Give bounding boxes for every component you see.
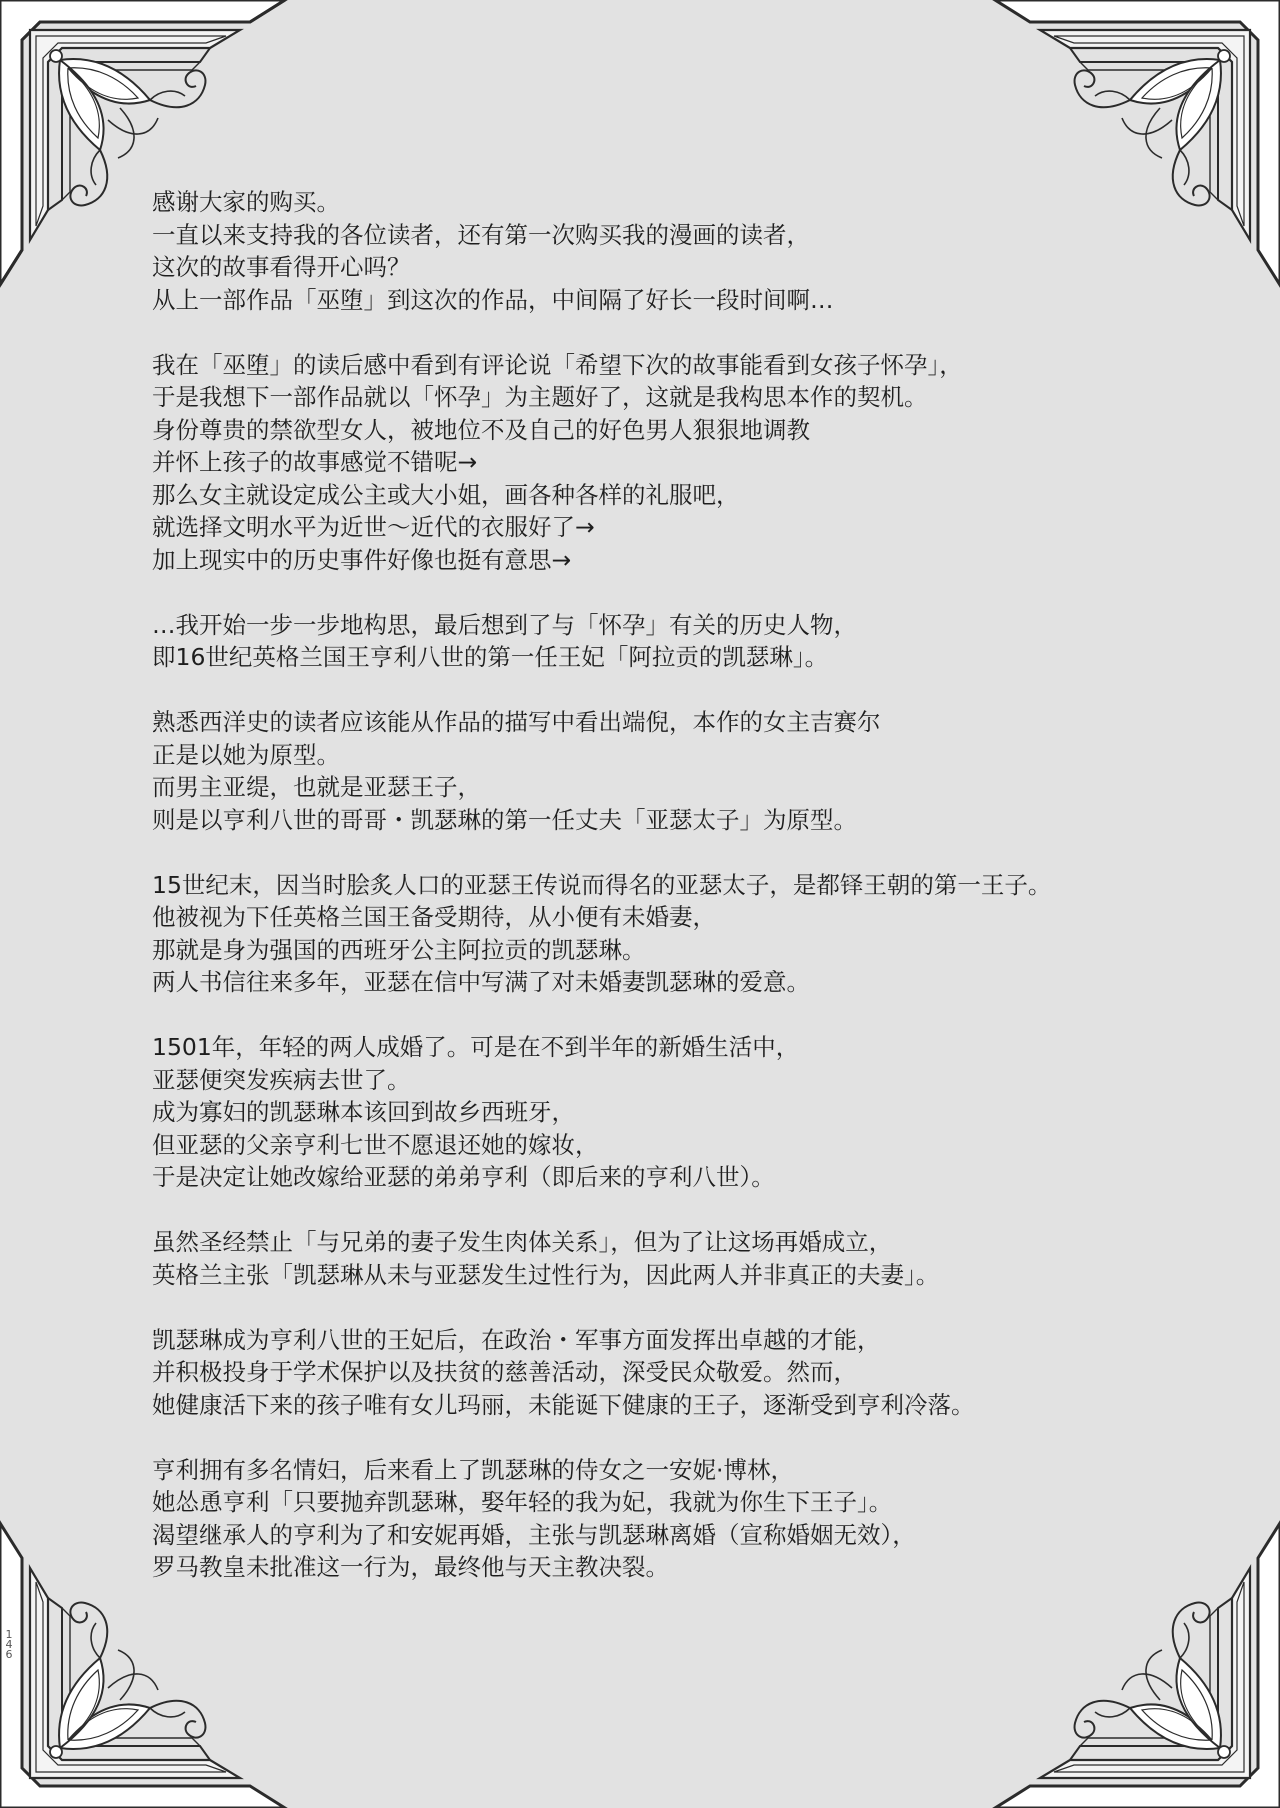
text-line: 英格兰主张「凯瑟琳从未与亚瑟发生过性行为，因此两人并非真正的夫妻」。 <box>152 1260 940 1289</box>
text-line: 我在「巫堕」的读后感中看到有评论说「希望下次的故事能看到女孩子怀孕」， <box>152 350 963 379</box>
paragraph <box>152 609 1152 674</box>
text-line: 而男主亚缇，也就是亚瑟王子， <box>152 773 481 801</box>
paragraph <box>152 1031 1152 1194</box>
text-line: 但亚瑟的父亲亨利七世不愿退还她的嫁妆， <box>152 1130 599 1159</box>
text-line: 15世纪末，因当时脍炙人口的亚瑟王传说而得名的亚瑟太子，是都铎王朝的第一王子。 <box>152 870 1052 899</box>
text-line: 那就是身为强国的西班牙公主阿拉贡的凯瑟琳。 <box>152 935 646 964</box>
text-line: 身份尊贵的禁欲型女人，被地位不及自己的好色男人狠狠地调教 <box>152 415 810 444</box>
text-line: 于是决定让她改嫁给亚瑟的弟弟亨利（即后来的亨利八世）。 <box>152 1163 775 1191</box>
text-line: …我开始一步一步地构思，最后想到了与「怀孕」有关的历史人物， <box>152 610 857 639</box>
text-line: 即16世纪英格兰国王亨利八世的第一任王妃「阿拉贡的凯瑟琳」。 <box>152 643 829 671</box>
text-line: 从上一部作品「巫堕」到这次的作品，中间隔了好长一段时间啊… <box>152 285 834 314</box>
text-line: 于是我想下一部作品就以「怀孕」为主题好了，这就是我构思本作的契机。 <box>152 383 928 411</box>
text-line: 亨利拥有多名情妇，后来看上了凯瑟琳的侍女之一安妮·博林， <box>152 1455 794 1484</box>
text-line: 熟悉西洋史的读者应该能从作品的描写中看出端倪，本作的女主吉赛尔 <box>152 708 881 736</box>
paragraph <box>152 869 1152 999</box>
text-line: 就选择文明水平为近世～近代的衣服好了→ <box>152 513 595 541</box>
paragraph <box>152 1454 1152 1584</box>
text-line: 正是以她为原型。 <box>152 740 340 769</box>
text-line: 则是以亨利八世的哥哥・凯瑟琳的第一任丈夫「亚瑟太子」为原型。 <box>152 805 857 834</box>
text-line: 她健康活下来的孩子唯有女儿玛丽，未能诞下健康的王子，逐渐受到亨利冷落。 <box>152 1390 975 1419</box>
text-line: 加上现实中的历史事件好像也挺有意思→ <box>152 545 572 574</box>
text-line: 虽然圣经禁止「与兄弟的妻子发生肉体关系」，但为了让这场再婚成立， <box>152 1228 893 1256</box>
afterword-body <box>152 186 1152 1616</box>
text-line: 那么女主就设定成公主或大小姐，画各种各样的礼服吧， <box>152 480 740 509</box>
text-line: 两人书信往来多年，亚瑟在信中写满了对未婚妻凯瑟琳的爱意。 <box>152 968 810 996</box>
paragraph <box>152 186 1152 316</box>
text-line: 并积极投身于学术保护以及扶贫的慈善活动，深受民众敬爱。然而， <box>152 1358 857 1386</box>
text-line: 亚瑟便突发疾病去世了。 <box>152 1065 411 1094</box>
text-line: 渴望继承人的亨利为了和安妮再婚，主张与凯瑟琳离婚（宣称婚姻无效）， <box>152 1520 916 1549</box>
text-line: 她怂恿亨利「只要抛弃凯瑟琳，娶年轻的我为妃，我就为你生下王子」。 <box>152 1488 893 1516</box>
paragraph <box>152 349 1152 577</box>
page-number: 146 <box>5 1628 13 1661</box>
text-line: 感谢大家的购买。 <box>152 188 340 216</box>
text-line: 罗马教皇未批准这一行为，最终他与天主教决裂。 <box>152 1553 669 1581</box>
text-line: 成为寡妇的凯瑟琳本该回到故乡西班牙， <box>152 1098 575 1126</box>
text-line: 一直以来支持我的各位读者，还有第一次购买我的漫画的读者， <box>152 220 810 249</box>
text-line: 这次的故事看得开心吗？ <box>152 253 411 281</box>
text-line: 并怀上孩子的故事感觉不错呢→ <box>152 448 478 476</box>
paragraph <box>152 706 1152 836</box>
text-line: 1501年，年轻的两人成婚了。可是在不到半年的新婚生活中， <box>152 1033 800 1061</box>
text-line: 他被视为下任英格兰国王备受期待，从小便有未婚妻， <box>152 903 716 931</box>
paragraph <box>152 1226 1152 1291</box>
text-line: 凯瑟琳成为亨利八世的王妃后，在政治・军事方面发挥出卓越的才能， <box>152 1325 881 1354</box>
paragraph <box>152 1324 1152 1422</box>
